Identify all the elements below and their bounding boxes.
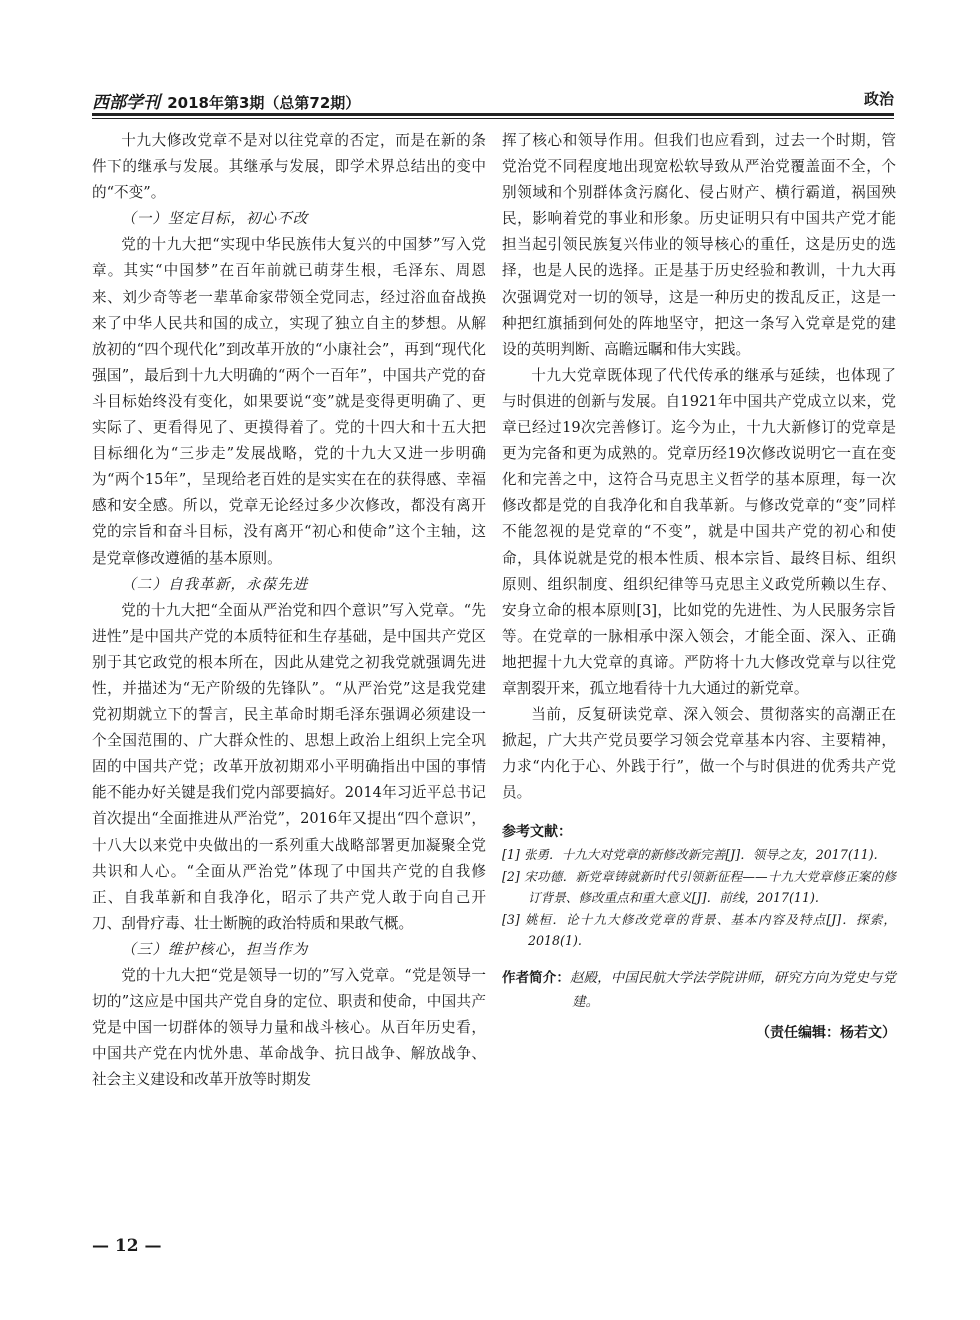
header-rule <box>92 113 894 116</box>
section-subheading: （三）维护核心，担当作为 <box>121 940 309 958</box>
references-title: 参考文献： <box>502 824 572 841</box>
author-bio <box>502 966 896 1014</box>
journal-issue: 2018年第3期（总第72期） <box>167 94 361 112</box>
body-paragraph: 当前，反复研读党章、深入领会、贯彻落实的高潮正在掀起，广大共产党员要学习领会党章基本内容、主要精神，力求“内化于心、外践于行”，做一个与时俱进的优秀共产党员。 <box>502 706 896 802</box>
author-label: 作者简介： <box>502 969 570 986</box>
page-header <box>92 86 894 112</box>
section-subheading: （一）坚定目标，初心不改 <box>121 210 309 228</box>
responsible-editor: （责任编辑：杨若文） <box>756 1024 896 1041</box>
page-number: — 12 — <box>92 1236 162 1256</box>
body-paragraph: 十九大党章既体现了代代传承的继承与延续，也体现了与时俱进的创新与发展。自1921年中国共产党成立以来，党章已经过19次完善修订。迄今为止，十九大新修订的党章是更为完备和更为成熟的。党章历经19次修改说明它一直在变化和完善之中，这符合马克思主义哲学的基本原理，每一次修改都是党的自我净化和自我革新。与修改党章的“变”同样不能忽视的是党章的“不变”，就是中国共产党的初心和使命，具体说就是党的根本性质、根本宗旨、最终目标、组织原则、组织制度、组织纪律等马克思主义政党所赖以生存、安身立命的根本原则[3]，比如党的先进性、为人民服务宗旨等。在党章的一脉相承中深入领会，才能全面、深入、正确地把握十九大党章的真谛。严防将十九大修改党章与以往党章割裂开来，孤立地看待十九大通过的新党章。 <box>502 366 896 697</box>
reference-item: [3] 姚桓．论十九大修改党章的背景、基本内容及特点[J]．探索，2018(1). <box>502 911 896 949</box>
journal-name <box>92 88 360 113</box>
right-column-body <box>502 128 896 806</box>
section-subheading: （二）自我革新，永葆先进 <box>121 575 309 593</box>
reference-item: [2] 宋功德．新党章铸就新时代引领新征程——十九大党章修正案的修订背景、修改重点和重大意义[J]．前线，2017(11). <box>502 868 896 906</box>
reference-list <box>502 844 896 952</box>
left-column <box>92 128 486 1093</box>
header-rule-thin <box>92 118 894 119</box>
body-paragraph: 十九大修改党章不是对以往党章的否定，而是在新的条件下的继承与发展。其继承与发展，即学术界总结出的变中的“不变”。 <box>92 132 486 202</box>
section-label: 政治 <box>863 90 894 108</box>
body-paragraph: 党的十九大把“实现中华民族伟大复兴的中国梦”写入党章。其实“中国梦”在百年前就已萌芽生根，毛泽东、周恩来、刘少奇等老一辈革命家带领全党同志，经过浴血奋战换来了中华人民共和国的成立，实现了独立自主的梦想。从解放初的“四个现代化”到改革开放的“小康社会”，再到“现代化强国”，最后到十九大明确的“两个一百年”，中国共产党的奋斗目标始终没有变化，如果要说“变”就是变得更明确了、更实际了、更看得见了、更摸得着了。党的十四大和十五大把目标细化为“三步走”发展战略，党的十九大又进一步明确为“两个15年”，呈现给老百姓的是实实在在的获得感、幸福感和安全感。所以，党章无论经过多少次修改，都没有离开党的宗旨和奋斗目标，没有离开“初心和使命”这个主轴，这是党章修改遵循的基本原则。 <box>92 236 486 567</box>
body-paragraph: 党的十九大把“全面从严治党和四个意识”写入党章。“先进性”是中国共产党的本质特征和生存基础，是中国共产党区别于其它政党的根本所在，因此从建党之初我党就强调先进性，并描述为“无产阶级的先锋队”。“从严治党”这是我党建党初期就立下的誓言，民主革命时期毛泽东强调必须建设一个全国范围的、广大群众性的、思想上政治上组织上完全巩固的中国共产党；改革开放初期邓小平明确指出中国的事情能不能办好关键是我们党内部要搞好。2014年习近平总书记首次提出“全面推进从严治党”，2016年又提出“四个意识”，十八大以来党中央做出的一系列重大战略部署更加凝聚全党共识和人心。“全面从严治党”体现了中国共产党的自我修正、自我革新和自我净化，昭示了共产党人敢于向自己开刀、刮骨疗毒、壮士断腕的政治特质和果敢气概。 <box>92 601 486 932</box>
right-column <box>502 128 896 1046</box>
body-paragraph: 党的十九大把“党是领导一切的”写入党章。“党是领导一切的”这应是中国共产党自身的定位、职责和使命，中国共产党是中国一切群体的领导力量和战斗核心。从百年历史看，中国共产党在内忧外患、革命战争、抗日战争、解放战争、社会主义建设和改革开放等时期发 <box>92 967 486 1089</box>
journal-logo: 西部学刊 <box>92 93 160 113</box>
body-paragraph: 挥了核心和领导作用。但我们也应看到，过去一个时期，管党治党不同程度地出现宽松软导致从严治党覆盖面不全，个别领域和个别群体贪污腐化、侵占财产、横行霸道，祸国殃民，影响着党的事业和形象。历史证明只有中国共产党才能担当起引领民族复兴伟业的领导核心的重任，这是历史的选择，也是人民的选择。正是基于历史经验和教训，十九大再次强调党对一切的领导，这是一种历史的拨乱反正，这是一种把红旗插到何处的阵地坚守，把这一条写入党章是党的建设的英明判断、高瞻远瞩和伟大实践。 <box>502 132 896 358</box>
author-text: 赵殿，中国民航大学法学院讲师，研究方向为党史与党建。 <box>569 969 897 1010</box>
reference-item: [1] 张勇．十九大对党章的新修改新完善[J]．领导之友，2017(11). <box>502 847 878 863</box>
